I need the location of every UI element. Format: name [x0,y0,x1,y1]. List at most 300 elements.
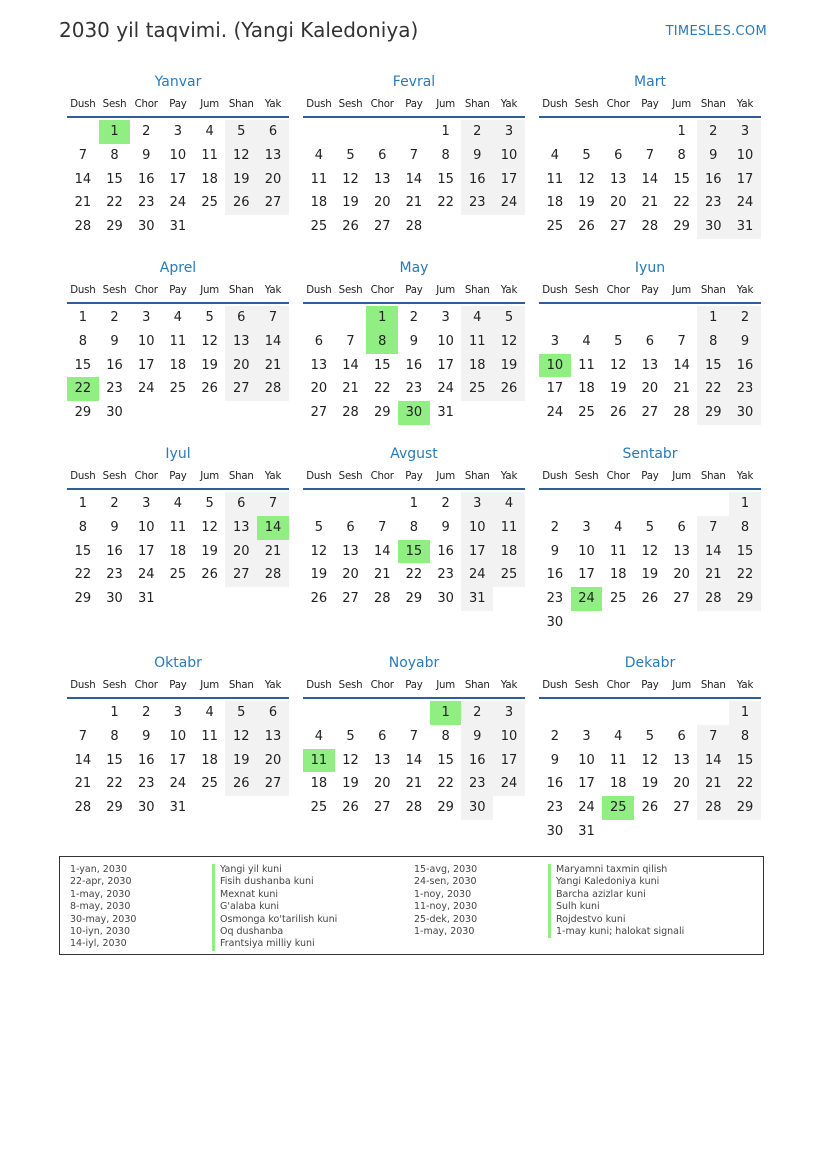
day-cell: 27 [609,219,627,235]
weekday-label: Dush [70,680,96,691]
day-cell: 2 [142,705,151,720]
day-cell: 19 [578,195,595,211]
day-cell: 27 [225,563,257,587]
weekday-label: Pay [641,99,659,110]
month-noyabr [303,653,525,820]
day-cell: 13 [673,752,690,768]
weekday-header [67,280,289,304]
weekday-label: Jum [672,99,691,110]
day-cell: 4 [614,519,623,535]
weekday-header [67,466,289,490]
day-cell: 13 [342,543,359,559]
day-cell: 22 [74,567,92,583]
weekday-label: Pay [169,285,187,296]
day-cell: 6 [314,333,323,349]
month-name: Aprel [159,260,197,276]
weekday-header [67,675,289,699]
month-iyul [67,444,289,611]
day-cell: 21 [74,776,92,792]
day-cell: 28 [405,800,423,816]
day-cell: 7 [409,728,419,744]
day-cell: 30 [437,591,454,607]
holiday-date: 25-dek, 2030 [414,913,478,925]
day-cell: 12 [310,543,328,559]
month-may [303,258,525,425]
weekday-label: Dush [306,680,332,691]
day-cell: 24 [169,195,187,211]
holiday-date: 1-noy, 2030 [414,888,472,900]
day-cell: 24 [729,191,761,215]
day-cell: 17 [437,357,454,373]
holiday-name: Maryamni taxmin qilish [548,864,684,876]
weekday-label: Dush [542,471,568,482]
weekday-label: Shan [228,99,254,110]
holiday-name: Yangi Kaledoniya kuni [548,876,684,888]
holiday-date: 8-may, 2030 [70,901,131,913]
holiday-date: 15-avg, 2030 [414,864,478,875]
day-cell: 11 [546,171,564,187]
weekday-label: Pay [405,471,423,482]
day-cell: 7 [257,306,289,330]
empty-day-cell [634,701,666,725]
day-cell: 28 [74,800,92,816]
day-cell: 26 [225,191,257,215]
day-grid [303,492,525,611]
day-cell: 6 [677,728,686,744]
day-cell: 6 [645,333,655,349]
day-cell: 15 [697,354,729,378]
day-cell: 12 [609,357,627,373]
day-cell: 18 [609,567,627,583]
day-cell: 24 [578,800,595,816]
day-cell: 27 [673,591,690,607]
holidays-legend [59,856,764,955]
day-cell: 21 [697,563,729,587]
weekday-label: Yak [264,471,282,482]
empty-day-cell [697,701,729,725]
holiday-name: Sulh kuni [548,901,684,913]
day-cell: 9 [110,333,119,349]
day-cell: 1 [441,124,450,139]
day-cell: 16 [106,543,123,559]
day-cell: 13 [257,725,289,749]
weekday-label: Pay [405,680,423,691]
day-grid [67,492,289,611]
weekday-label: Sesh [338,471,363,482]
day-cell: 10 [461,516,493,540]
day-cell: 8 [729,516,761,540]
day-cell: 2 [461,701,493,725]
day-cell: 21 [257,540,289,564]
day-cell: 19 [641,567,659,583]
day-cell: 8 [697,330,729,354]
weekday-label: Pay [405,285,423,296]
weekday-label: Yak [736,680,754,691]
weekday-label: Chor [134,471,158,482]
day-cell: 22 [729,563,761,587]
day-cell: 17 [729,168,761,192]
weekday-label: Chor [134,99,158,110]
empty-day-cell [571,701,603,725]
day-cell: 8 [409,519,419,535]
weekday-label: Yak [264,285,282,296]
day-cell: 13 [373,171,391,187]
empty-day-cell [666,306,698,330]
day-cell: 13 [673,543,690,559]
day-cell: 29 [373,405,391,421]
day-cell: 18 [169,357,187,373]
day-cell: 3 [142,496,151,511]
day-cell: 29 [74,405,92,421]
day-cell: 10 [137,333,155,349]
day-cell: 9 [142,728,151,744]
month-aprel [67,258,289,425]
day-cell: 30 [546,614,564,630]
day-cell: 3 [441,310,450,325]
day-cell: 21 [342,381,359,397]
day-cell: 24 [461,563,493,587]
month-fevral [303,72,525,239]
day-cell: 13 [225,516,257,540]
holiday-date: 11-noy, 2030 [414,901,478,913]
empty-day-cell [303,492,335,516]
day-cell: 2 [409,310,419,325]
weekday-header [303,94,525,118]
day-cell: 6 [378,728,387,744]
day-cell: 22 [106,776,123,792]
day-cell: 23 [461,772,493,796]
day-cell: 2 [142,124,151,139]
day-cell: 4 [493,492,525,516]
day-cell: 12 [201,519,218,535]
holiday-date: 1-may, 2030 [70,888,131,900]
day-cell: 7 [378,519,387,535]
day-cell: 23 [546,800,564,816]
weekday-header [539,675,761,699]
weekday-label: Sesh [574,680,599,691]
day-cell: 23 [437,567,454,583]
weekday-label: Pay [641,680,659,691]
weekday-header [539,280,761,304]
day-cell: 8 [441,147,450,163]
weekday-label: Chor [606,471,630,482]
day-cell: 29 [405,591,423,607]
weekday-label: Yak [264,99,282,110]
day-cell: 8 [677,147,686,163]
weekday-label: Shan [464,471,490,482]
day-cell: 15 [437,171,454,187]
day-cell: 22 [106,195,123,211]
weekday-label: Shan [464,680,490,691]
holiday-day-cell: 1 [430,701,462,725]
day-cell: 13 [225,330,257,354]
day-cell: 1 [697,306,729,330]
holiday-day-cell: 14 [257,516,289,540]
empty-day-cell [602,306,634,330]
day-cell: 29 [729,796,761,820]
day-cell: 26 [201,567,218,583]
weekday-label: Shan [464,285,490,296]
weekday-label: Pay [169,680,187,691]
day-cell: 14 [697,749,729,773]
weekday-label: Dush [542,99,568,110]
empty-day-cell [571,306,603,330]
month-sentabr [539,444,761,635]
weekday-label: Yak [500,99,518,110]
month-oktabr [67,653,289,820]
day-cell: 27 [225,377,257,401]
empty-day-cell [398,701,430,725]
day-cell: 11 [169,333,187,349]
empty-day-cell [67,701,99,725]
month-name: Iyun [634,260,666,276]
empty-day-cell [634,306,666,330]
day-cell: 27 [310,405,328,421]
month-yanvar [67,72,289,239]
day-cell: 12 [342,752,359,768]
day-grid [539,492,761,635]
day-cell: 11 [493,516,525,540]
day-cell: 6 [346,519,355,535]
day-cell: 15 [74,357,92,373]
weekday-label: Chor [134,680,158,691]
holiday-date: 30-may, 2030 [70,913,137,925]
empty-day-cell [539,120,571,144]
day-cell: 9 [142,147,151,163]
day-cell: 5 [645,519,655,535]
empty-day-cell [366,492,398,516]
day-cell: 10 [169,147,187,163]
holiday-date: 10-iyn, 2030 [70,925,131,937]
day-grid [303,306,525,425]
day-grid [539,120,761,239]
holiday-name: Osmonga ko'tarilish kuni [212,914,337,926]
day-grid [539,306,761,425]
brand-logo-text[interactable]: TIMESLES.COM [665,24,767,39]
day-cell: 2 [441,496,450,511]
day-cell: 16 [405,357,423,373]
day-cell: 8 [441,728,450,744]
day-cell: 23 [546,591,564,607]
day-cell: 20 [225,540,257,564]
month-mart [539,72,761,239]
page-title: 2030 yil taqvimi. (Yangi Kaledoniya) [59,18,419,42]
weekday-label: Shan [700,471,726,482]
day-cell: 2 [110,310,119,325]
weekday-label: Sesh [574,285,599,296]
day-cell: 22 [373,381,391,397]
day-cell: 19 [310,567,328,583]
day-cell: 12 [641,543,659,559]
day-cell: 27 [373,219,391,235]
day-cell: 25 [310,800,328,816]
day-cell: 14 [257,330,289,354]
day-cell: 9 [409,333,419,349]
day-cell: 24 [137,381,155,397]
day-cell: 20 [342,567,359,583]
day-cell: 26 [342,800,359,816]
day-cell: 22 [405,567,423,583]
holiday-day-cell: 24 [571,587,603,611]
day-cell: 24 [169,776,187,792]
day-cell: 18 [310,776,328,792]
day-cell: 16 [546,776,564,792]
empty-day-cell [67,120,99,144]
month-iyun [539,258,761,425]
day-cell: 24 [493,772,525,796]
weekday-label: Jum [672,285,691,296]
day-cell: 21 [405,195,423,211]
day-cell: 7 [697,516,729,540]
day-cell: 1 [729,701,761,725]
weekday-label: Dush [306,285,332,296]
weekday-label: Shan [228,680,254,691]
day-cell: 21 [74,195,92,211]
day-cell: 11 [310,171,328,187]
day-cell: 31 [461,587,493,611]
day-cell: 16 [461,749,493,773]
day-cell: 31 [729,215,761,239]
day-cell: 17 [578,567,595,583]
day-cell: 8 [110,147,119,163]
day-grid [67,701,289,820]
day-cell: 18 [461,354,493,378]
weekday-label: Shan [700,680,726,691]
day-cell: 20 [373,776,391,792]
day-cell: 16 [137,171,155,187]
day-cell: 15 [437,752,454,768]
month-name: May [399,260,429,276]
day-cell: 10 [493,725,525,749]
day-cell: 10 [729,144,761,168]
day-cell: 21 [697,772,729,796]
holiday-date: 1-may, 2030 [414,925,475,937]
day-cell: 19 [493,354,525,378]
day-cell: 14 [673,357,690,373]
day-cell: 10 [578,752,595,768]
day-cell: 20 [373,195,391,211]
day-cell: 13 [641,357,659,373]
day-cell: 29 [74,591,92,607]
weekday-label: Dush [70,99,96,110]
day-cell: 7 [346,333,355,349]
day-cell: 9 [110,519,119,535]
day-cell: 5 [493,306,525,330]
day-cell: 27 [673,800,690,816]
day-cell: 6 [257,120,289,144]
holiday-date: 1-yan, 2030 [70,864,127,875]
day-cell: 24 [493,191,525,215]
day-cell: 18 [578,381,595,397]
day-cell: 5 [614,333,623,349]
weekday-label: Yak [500,285,518,296]
holiday-day-cell: 1 [366,306,398,330]
weekday-label: Jum [436,680,455,691]
day-cell: 19 [609,381,627,397]
day-cell: 30 [697,215,729,239]
weekday-label: Shan [464,99,490,110]
day-cell: 11 [201,147,218,163]
day-cell: 9 [461,144,493,168]
day-cell: 20 [673,567,690,583]
day-cell: 1 [78,310,87,325]
day-cell: 25 [169,567,187,583]
day-cell: 25 [310,219,328,235]
weekday-label: Dush [306,471,332,482]
weekday-label: Pay [169,471,187,482]
day-cell: 1 [729,492,761,516]
day-cell: 30 [137,800,155,816]
day-cell: 11 [609,752,627,768]
day-cell: 9 [441,519,450,535]
day-cell: 8 [78,333,87,349]
day-cell: 19 [201,543,218,559]
weekday-label: Dush [306,99,332,110]
day-cell: 9 [697,144,729,168]
empty-day-cell [303,701,335,725]
day-cell: 16 [461,168,493,192]
day-cell: 13 [257,144,289,168]
day-cell: 23 [137,776,155,792]
day-grid [67,306,289,425]
holiday-date: 24-sen, 2030 [414,876,477,888]
day-cell: 31 [578,823,595,839]
day-cell: 3 [493,701,525,725]
day-cell: 12 [225,144,257,168]
day-cell: 18 [169,543,187,559]
day-cell: 2 [729,306,761,330]
month-name: Noyabr [388,655,440,671]
weekday-label: Jum [436,471,455,482]
empty-day-cell [366,120,398,144]
day-cell: 3 [582,519,591,535]
day-cell: 14 [373,543,391,559]
day-cell: 16 [729,354,761,378]
empty-day-cell [539,306,571,330]
day-cell: 17 [137,543,155,559]
day-cell: 12 [578,171,595,187]
weekday-label: Chor [606,99,630,110]
day-cell: 14 [405,752,423,768]
weekday-label: Dush [542,285,568,296]
day-cell: 5 [582,147,591,163]
day-cell: 1 [409,496,419,511]
day-cell: 14 [641,171,659,187]
day-cell: 5 [346,728,355,744]
holiday-name: Barcha azizlar kuni [548,889,684,901]
empty-day-cell [366,701,398,725]
day-cell: 17 [137,357,155,373]
day-cell: 6 [378,147,387,163]
weekday-label: Jum [436,285,455,296]
day-cell: 29 [437,800,454,816]
weekday-label: Sesh [102,285,127,296]
day-cell: 15 [673,171,690,187]
month-name: Mart [634,74,666,90]
day-cell: 4 [550,147,559,163]
day-cell: 5 [645,728,655,744]
day-cell: 31 [169,219,187,235]
day-cell: 25 [201,776,218,792]
day-cell: 21 [673,381,690,397]
day-cell: 28 [257,377,289,401]
day-cell: 25 [493,563,525,587]
day-cell: 4 [205,705,214,720]
holiday-name: Frantsiya milliy kuni [212,938,337,950]
empty-day-cell [335,492,367,516]
day-cell: 18 [609,776,627,792]
weekday-label: Jum [436,99,455,110]
